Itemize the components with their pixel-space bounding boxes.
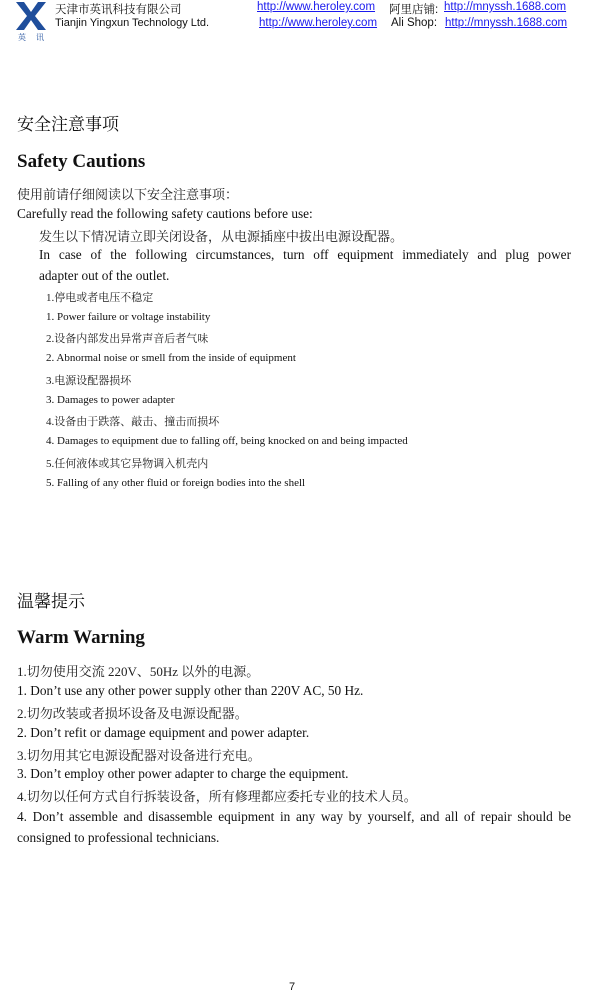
company-logo xyxy=(13,0,49,42)
safety-instruction-en-line1: In case of the following circumstances, turn off equipment immediately and plug power xyxy=(39,247,571,262)
warning-item-3-cn: 3.切勿用其它电源设配器对设备进行充电。 xyxy=(17,748,261,763)
warning-item-1-cn: 1.切勿使用交流 220V、50Hz 以外的电源。 xyxy=(17,664,260,679)
warning-item-2-cn: 2.切勿改装或者损坏设备及电源设配器。 xyxy=(17,706,248,721)
ali-shop-link-secondary[interactable]: http://mnyssh.1688.com xyxy=(445,17,568,29)
safety-instruction-en xyxy=(39,246,571,284)
company-logo-graphic xyxy=(13,0,49,42)
warning-item-1-en: 1. Don’t use any other power supply other than 220V AC, 50 Hz. xyxy=(17,683,364,698)
safety-item-4-cn: 4.设备由于跌落、敲击、撞击而损坏 xyxy=(46,416,220,428)
warning-heading-en: Warm Warning xyxy=(17,627,145,648)
safety-item-5-en: 5. Falling of any other fluid or foreign bodies into the shell xyxy=(46,477,306,489)
website-link-secondary[interactable]: http://www.heroley.com xyxy=(259,17,378,29)
safety-intro-en: Carefully read the following safety cautions before use: xyxy=(17,206,313,221)
company-name-en: Tianjin Yingxun Technology Ltd. xyxy=(55,17,210,29)
ali-shop-label-cn: 阿里店铺: xyxy=(389,4,439,16)
warning-item-2-en: 2. Don’t refit or damage equipment and power adapter. xyxy=(17,725,310,740)
safety-heading-cn: 安全注意事项 xyxy=(17,115,119,135)
safety-instruction-en-line2: adapter out of the outlet. xyxy=(39,268,170,283)
safety-instruction-cn: 发生以下情况请立即关闭设备，从电源插座中拔出电源设配器。 xyxy=(39,229,404,244)
safety-item-1-en: 1. Power failure or voltage instability xyxy=(46,311,211,323)
page-number: 7 xyxy=(289,981,296,993)
warning-item-4-cn: 4.切勿以任何方式自行拆装设备，所有修理都应委托专业的技术人员。 xyxy=(17,789,417,804)
safety-intro-cn: 使用前请仔细阅读以下安全注意事项： xyxy=(17,187,239,202)
company-name-cn: 天津市英讯科技有限公司 xyxy=(55,4,182,16)
safety-item-3-cn: 3.电源设配器损坏 xyxy=(46,375,132,387)
safety-item-1-cn: 1.停电或者电压不稳定 xyxy=(46,292,154,304)
logo-x-mark xyxy=(16,2,46,30)
ali-shop-label-en: Ali Shop: xyxy=(391,17,438,29)
warning-item-4-en: 4. Don’t assemble and disassemble equipment in any way by yourself, and all of repair should be consigned to professional technicians. xyxy=(17,809,571,845)
safety-item-2-cn: 2.设备内部发出异常声音后者气味 xyxy=(46,333,209,345)
website-link[interactable]: http://www.heroley.com xyxy=(257,1,376,13)
safety-item-3-en: 3. Damages to power adapter xyxy=(46,394,175,406)
ali-shop-link[interactable]: http://mnyssh.1688.com xyxy=(444,1,567,13)
safety-heading-en: Safety Cautions xyxy=(17,151,146,172)
logo-char-right: 讯 xyxy=(36,33,44,42)
safety-item-2-en: 2. Abnormal noise or smell from the inside of equipment xyxy=(46,352,296,364)
safety-item-4-en: 4. Damages to equipment due to falling off, being knocked on and being impacted xyxy=(46,435,408,447)
safety-item-5-cn: 5.任何液体或其它异物调入机壳内 xyxy=(46,458,209,470)
logo-char-left: 英 xyxy=(18,33,26,42)
warning-heading-cn: 温馨提示 xyxy=(17,592,85,612)
warning-item-3-en: 3. Don’t employ other power adapter to charge the equipment. xyxy=(17,766,349,781)
